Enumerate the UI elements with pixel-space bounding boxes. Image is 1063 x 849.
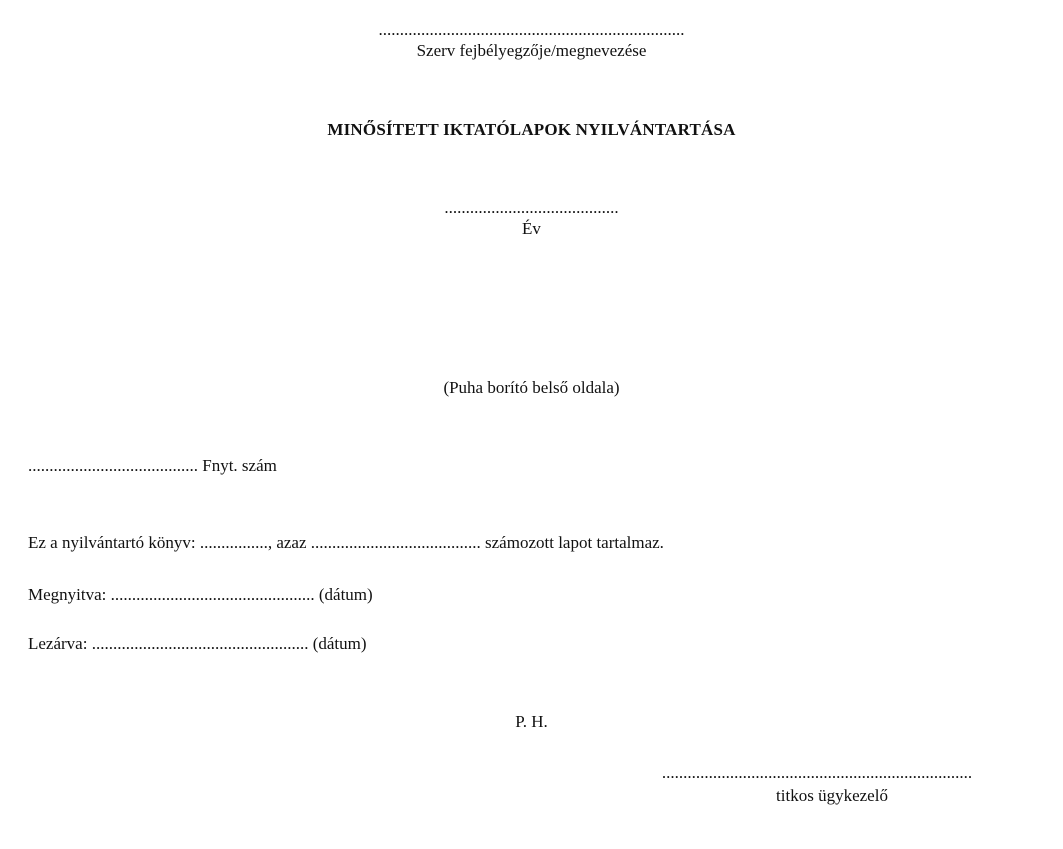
signature-label: titkos ügykezelő xyxy=(776,786,888,805)
opened-date-line: Megnyitva: ................................................ (dátum) xyxy=(28,585,373,604)
cover-note: (Puha borító belső oldala) xyxy=(443,378,620,397)
org-label: Szerv fejbélyegzője/megnevezése xyxy=(416,41,647,60)
signature-dotted-line: ......................................................................... xyxy=(661,763,973,782)
org-dotted-line: ........................................................................ xyxy=(378,20,685,39)
closed-date-line: Lezárva: ................................................... (dátum) xyxy=(28,634,367,653)
year-label: Év xyxy=(522,219,541,238)
year-dotted-line: ......................................... xyxy=(444,198,619,217)
stamp-place: P. H. xyxy=(515,712,548,731)
document-title: MINŐSÍTETT IKTATÓLAPOK NYILVÁNTARTÁSA xyxy=(327,120,736,139)
book-pages-line: Ez a nyilvántartó könyv: ................, azaz ........................................ számozott lapot tartalmaz. xyxy=(28,533,664,552)
fnyt-number-line: ........................................ Fnyt. szám xyxy=(28,456,277,475)
